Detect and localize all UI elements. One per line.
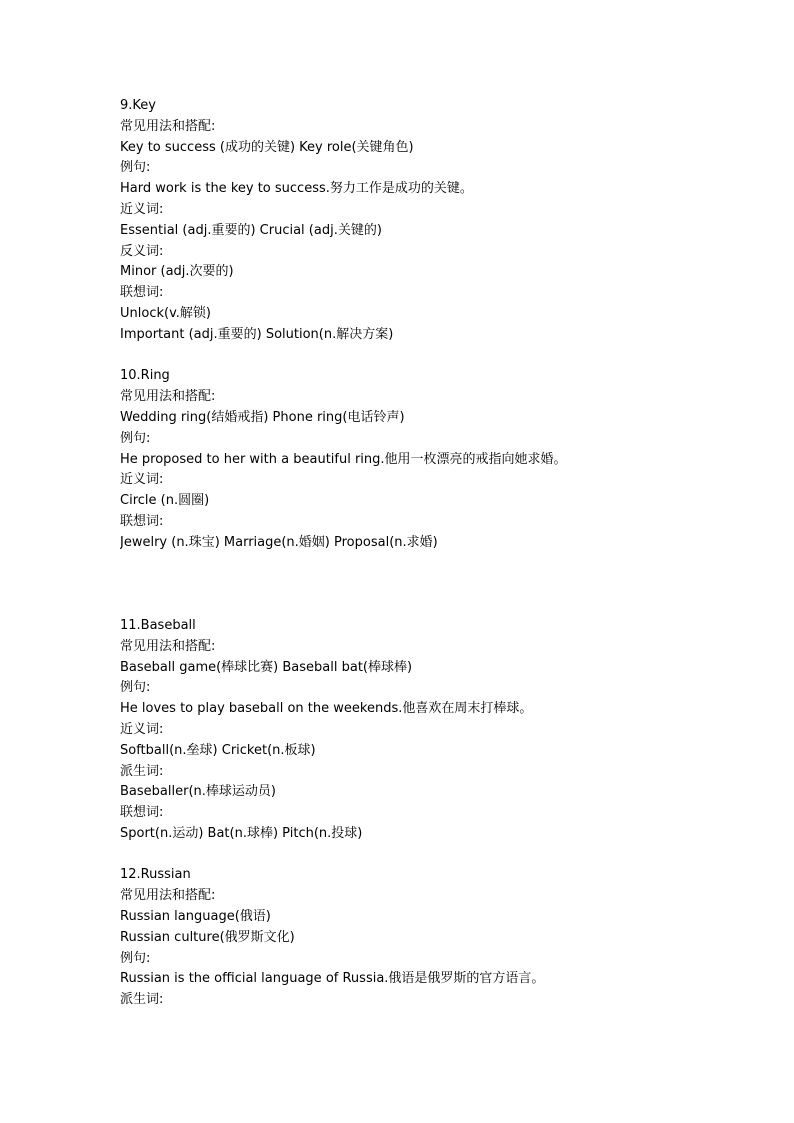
vocab-entry-russian	[120, 865, 740, 1011]
section-label-derivatives: 派生词:	[120, 763, 164, 779]
section-label-example: 例句:	[120, 430, 151, 446]
collocation-line: Wedding ring(结婚戒指) Phone ring(电话铃声)	[120, 409, 405, 425]
section-label-collocations: 常见用法和搭配:	[120, 888, 216, 904]
vocab-entry-baseball	[120, 616, 740, 845]
section-label-associations: 联想词:	[120, 805, 164, 821]
example-sentence: He loves to play baseball on the weekends.他喜欢在周末打棒球。	[120, 701, 533, 717]
section-label-collocations: 常见用法和搭配:	[120, 389, 216, 405]
section-label-associations: 联想词:	[120, 513, 164, 529]
example-sentence: Russian is the official language of Russia.俄语是俄罗斯的官方语言。	[120, 971, 545, 987]
associations-line: Unlock(v.解锁)	[120, 305, 211, 321]
antonyms-line: Minor (adj.次要的)	[120, 264, 234, 280]
associations-line: Sport(n.运动) Bat(n.球棒) Pitch(n.投球)	[120, 825, 363, 841]
vocabulary-list	[120, 96, 740, 1011]
collocation-line: Russian culture(俄罗斯文化)	[120, 929, 295, 945]
entry-heading: 11.Baseball	[120, 617, 196, 633]
section-label-example: 例句:	[120, 950, 151, 966]
associations-line: Important (adj.重要的) Solution(n.解决方案)	[120, 326, 394, 342]
collocation-line: Key to success (成功的关键) Key role(关键角色)	[120, 139, 414, 155]
derivatives-line: Baseballer(n.棒球运动员)	[120, 784, 276, 800]
vocab-entry-key	[120, 96, 740, 346]
section-label-synonyms: 近义词:	[120, 721, 164, 737]
entry-heading: 9.Key	[120, 98, 156, 113]
synonyms-line: Softball(n.垒球) Cricket(n.板球)	[120, 742, 316, 758]
synonyms-line: Circle (n.圆圈)	[120, 493, 210, 509]
entry-heading: 10.Ring	[120, 368, 170, 384]
section-label-synonyms: 近义词:	[120, 472, 164, 488]
section-label-associations: 联想词:	[120, 285, 164, 301]
spacer	[120, 346, 740, 367]
collocation-line: Russian language(俄语)	[120, 909, 271, 925]
collocation-line: Baseball game(棒球比赛) Baseball bat(棒球棒)	[120, 659, 413, 675]
section-label-derivatives: 派生词:	[120, 992, 164, 1008]
synonyms-line: Essential (adj.重要的) Crucial (adj.关键的)	[120, 222, 382, 238]
section-label-collocations: 常见用法和搭配:	[120, 638, 216, 654]
section-label-collocations: 常见用法和搭配:	[120, 118, 216, 134]
example-sentence: Hard work is the key to success.努力工作是成功的关键。	[120, 181, 473, 197]
vocab-entry-ring	[120, 366, 740, 553]
section-label-antonyms: 反义词:	[120, 243, 164, 259]
spacer	[120, 845, 740, 866]
spacer	[120, 554, 740, 616]
section-label-example: 例句:	[120, 680, 151, 696]
entry-heading: 12.Russian	[120, 867, 191, 883]
example-sentence: He proposed to her with a beautiful ring.他用一枚漂亮的戒指向她求婚。	[120, 451, 567, 467]
section-label-example: 例句:	[120, 160, 151, 176]
section-label-synonyms: 近义词:	[120, 201, 164, 217]
associations-line: Jewelry (n.珠宝) Marriage(n.婚姻) Proposal(n.求婚)	[120, 534, 438, 550]
